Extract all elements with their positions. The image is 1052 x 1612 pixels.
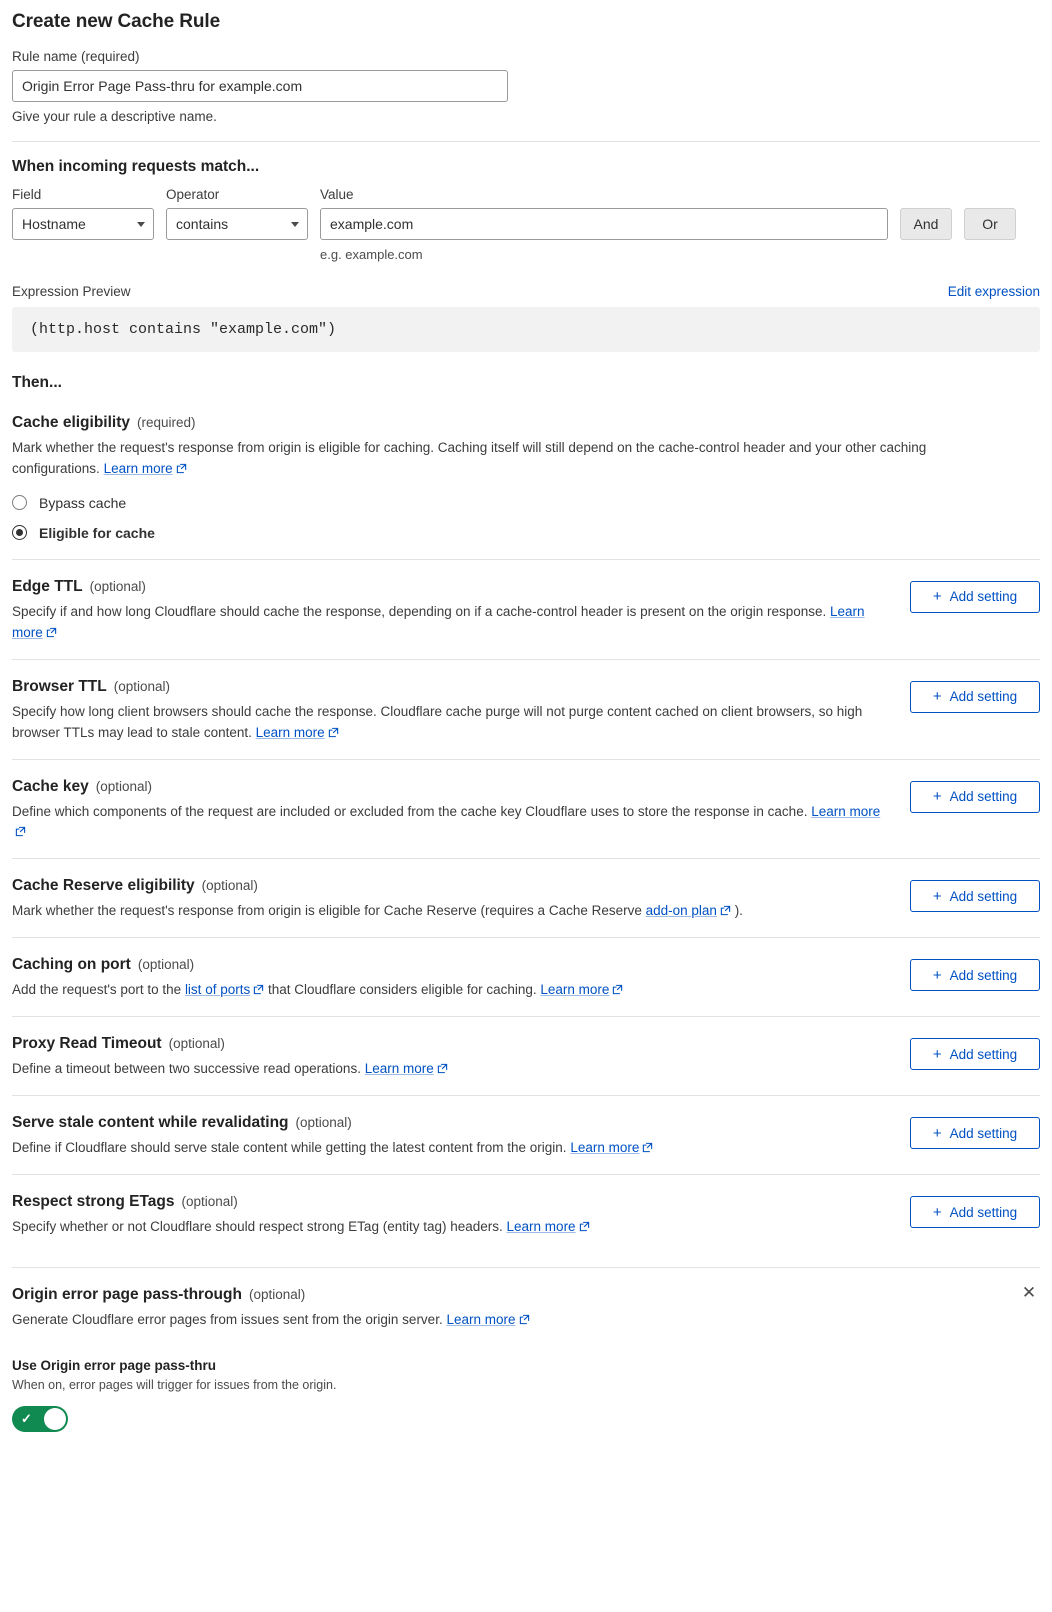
cache-eligibility-section	[12, 414, 1040, 541]
setting-optional-tag: (optional)	[295, 1115, 352, 1131]
expression-header	[12, 284, 1040, 299]
plus-icon: +	[932, 688, 942, 706]
plus-icon: +	[932, 1045, 942, 1063]
external-link-icon	[253, 981, 264, 1002]
setting-title: Proxy Read Timeout	[12, 1035, 162, 1053]
plus-icon: +	[932, 588, 942, 606]
plus-icon: +	[932, 1124, 942, 1142]
field-select[interactable]	[12, 208, 154, 240]
add-setting-button-edge-ttl[interactable]	[910, 581, 1040, 613]
origin-error-optional-tag: (optional)	[248, 1286, 306, 1302]
origin-error-toggle-help: When on, error pages will trigger for issues from the origin.	[12, 1377, 337, 1392]
setting-description-suffix: ).	[730, 903, 743, 919]
setting-browser-ttl	[12, 678, 890, 745]
setting-optional-tag: (optional)	[113, 678, 171, 694]
setting-title: Caching on port	[12, 956, 131, 974]
learn-more-link[interactable]: Learn more	[506, 1219, 576, 1235]
setting-description-text: Mark whether the request's response from origin is eligible for Cache Reserve (requires a Cache Reserve	[12, 903, 646, 919]
setting-optional-tag: (optional)	[137, 957, 195, 973]
setting-row	[12, 659, 1040, 759]
external-link-icon	[15, 823, 26, 844]
cache-eligibility-required-tag: (required)	[137, 415, 196, 430]
add-setting-button-browser-ttl[interactable]	[910, 681, 1040, 713]
cache-eligibility-title: Cache eligibility	[12, 414, 131, 431]
then-heading: Then...	[12, 374, 62, 391]
radio-eligible-for-cache-label: Eligible for cache	[39, 524, 155, 541]
setting-description-text: Define if Cloudflare should serve stale content while getting the latest content from the origin.	[12, 1140, 571, 1156]
setting-row	[12, 858, 1040, 937]
setting-cache-key	[12, 778, 890, 845]
toggle-knob	[44, 1408, 66, 1430]
learn-more-link[interactable]: Learn more	[255, 724, 325, 740]
setting-description-text: Specify if and how long Cloudflare should cache the response, depending on if a cache-control header is present on the origin response.	[12, 603, 831, 619]
page-title: Create new Cache Rule	[12, 11, 221, 32]
plus-icon: +	[932, 887, 942, 905]
add-setting-button-caching-on-port[interactable]	[910, 959, 1040, 991]
origin-error-description	[12, 1310, 1002, 1332]
learn-more-link[interactable]: Learn more	[103, 460, 173, 476]
add-setting-label: Add setting	[949, 689, 1018, 705]
setting-title-row	[12, 1035, 890, 1053]
setting-description	[12, 980, 890, 1002]
setting-row	[12, 1095, 1040, 1174]
radio-icon-checked	[12, 525, 27, 540]
setting-description-text: Define a timeout between two successive read operations.	[12, 1061, 365, 1077]
plus-icon: +	[932, 966, 942, 984]
add-setting-label: Add setting	[949, 589, 1018, 605]
setting-description-text: Add the request's port to the	[12, 982, 185, 998]
add-on-plan-link[interactable]: add-on plan	[645, 903, 717, 919]
setting-description-text: Specify how long client browsers should cache the response. Cloudflare cache purge will not purge content cached on client browsers, so high browser TTLs may lead to stale content.	[12, 703, 863, 740]
radio-bypass-cache[interactable]	[12, 495, 1040, 511]
setting-title-row	[12, 778, 890, 796]
setting-optional-tag: (optional)	[181, 1194, 238, 1210]
radio-eligible-for-cache[interactable]	[12, 525, 1040, 541]
setting-title-row	[12, 877, 890, 895]
value-column	[320, 187, 888, 262]
add-setting-button-respect-etags[interactable]	[910, 1196, 1040, 1228]
external-link-icon	[328, 724, 339, 745]
and-button-wrap	[900, 187, 952, 240]
setting-edge-ttl	[12, 578, 890, 645]
setting-title-row	[12, 1193, 890, 1211]
external-link-icon	[519, 1311, 530, 1332]
origin-error-toggle-label: Use Origin error page pass-thru	[12, 1357, 217, 1373]
spacer-label	[964, 187, 1016, 202]
setting-description	[12, 802, 890, 845]
operator-select-value: contains	[176, 216, 229, 232]
learn-more-link[interactable]: Learn more	[570, 1140, 640, 1156]
setting-description	[12, 602, 890, 645]
operator-label: Operator	[166, 187, 220, 202]
cache-eligibility-description-text: Mark whether the request's response from origin is eligible for caching. Caching itself will still depend on the cache-control header and your other caching configurations.	[12, 440, 927, 476]
add-setting-button-proxy-read-timeout[interactable]	[910, 1038, 1040, 1070]
radio-icon-unchecked	[12, 495, 27, 510]
setting-description	[12, 901, 890, 923]
or-button-wrap	[964, 187, 1016, 240]
setting-optional-tag: (optional)	[89, 578, 146, 594]
setting-title: Serve stale content while revalidating	[12, 1114, 289, 1132]
setting-serve-stale-content	[12, 1114, 890, 1160]
plus-icon: +	[932, 788, 942, 806]
setting-description	[12, 702, 890, 745]
plus-icon: +	[932, 1203, 942, 1221]
setting-row	[12, 1174, 1040, 1253]
spacer-label	[900, 187, 952, 202]
setting-description	[12, 1217, 890, 1239]
setting-optional-tag: (optional)	[168, 1036, 225, 1052]
external-link-icon	[612, 981, 623, 1002]
setting-title: Cache key	[12, 777, 89, 795]
add-setting-label: Add setting	[949, 967, 1018, 983]
divider	[12, 141, 1040, 142]
and-button[interactable]: And	[900, 208, 952, 240]
rule-name-input[interactable]	[12, 70, 508, 102]
operator-column	[166, 187, 308, 240]
origin-error-page-pass-through-section	[12, 1267, 1040, 1432]
setting-title-row	[12, 1114, 890, 1132]
spacer	[12, 541, 1040, 559]
rule-name-help: Give your rule a descriptive name.	[12, 109, 217, 124]
setting-description	[12, 1138, 890, 1160]
match-section-heading: When incoming requests match...	[12, 158, 260, 175]
add-setting-button-cache-reserve[interactable]	[910, 880, 1040, 912]
add-setting-label: Add setting	[949, 1204, 1018, 1220]
value-hint: e.g. example.com	[320, 247, 423, 262]
rule-name-label: Rule name (required)	[12, 49, 140, 64]
value-input[interactable]	[320, 208, 888, 240]
origin-error-title: Origin error page pass-through	[12, 1285, 242, 1303]
learn-more-link[interactable]: Learn more	[364, 1061, 434, 1077]
close-icon[interactable]: ✕	[1021, 1283, 1037, 1303]
field-label: Field	[12, 187, 42, 202]
setting-title: Respect strong ETags	[12, 1193, 175, 1211]
setting-description-text: Define which components of the request are included or excluded from the cache key Cloudflare uses to store the response in cache.	[12, 803, 812, 819]
value-label: Value	[320, 187, 354, 202]
expression-preview: (http.host contains "example.com")	[12, 307, 1040, 352]
setting-title-row	[12, 956, 890, 974]
external-link-icon	[176, 460, 187, 481]
external-link-icon	[642, 1139, 653, 1160]
learn-more-link[interactable]: Learn more	[540, 982, 610, 998]
chevron-down-icon	[291, 222, 299, 227]
radio-bypass-cache-label: Bypass cache	[39, 494, 127, 511]
check-icon: ✓	[21, 1410, 32, 1426]
field-select-value: Hostname	[22, 216, 86, 232]
setting-cache-reserve-eligibility	[12, 877, 890, 923]
setting-row	[12, 759, 1040, 859]
list-of-ports-link[interactable]: list of ports	[184, 982, 251, 998]
cache-eligibility-description	[12, 438, 1002, 481]
learn-more-link[interactable]: Learn more	[811, 803, 881, 819]
setting-title: Edge TTL	[12, 577, 83, 595]
setting-row	[12, 559, 1040, 659]
add-setting-button-cache-key[interactable]	[910, 781, 1040, 813]
setting-row	[12, 937, 1040, 1016]
field-column	[12, 187, 154, 240]
cache-eligibility-title-row	[12, 414, 1040, 432]
setting-optional-tag: (optional)	[201, 878, 258, 894]
setting-optional-tag: (optional)	[95, 778, 152, 794]
origin-error-description-text: Generate Cloudflare error pages from issues sent from the origin server.	[12, 1311, 447, 1327]
expression-preview-label: Expression Preview	[12, 284, 131, 299]
or-button[interactable]: Or	[964, 208, 1016, 240]
external-link-icon	[46, 624, 57, 645]
external-link-icon	[720, 902, 731, 923]
operator-select[interactable]	[166, 208, 308, 240]
match-row	[12, 187, 1040, 262]
add-setting-label: Add setting	[949, 1125, 1018, 1141]
setting-description	[12, 1059, 890, 1081]
origin-error-title-row	[12, 1286, 1040, 1304]
chevron-down-icon	[137, 222, 145, 227]
origin-error-toggle[interactable]	[12, 1406, 68, 1432]
external-link-icon	[579, 1218, 590, 1239]
setting-caching-on-port	[12, 956, 890, 1002]
setting-row	[12, 1016, 1040, 1095]
learn-more-link[interactable]: Learn more	[12, 603, 865, 640]
setting-title: Browser TTL	[12, 677, 107, 695]
setting-title-row	[12, 578, 890, 596]
add-setting-button-serve-stale[interactable]	[910, 1117, 1040, 1149]
learn-more-link[interactable]: Learn more	[446, 1311, 516, 1327]
setting-title-row	[12, 678, 890, 696]
add-setting-label: Add setting	[949, 789, 1018, 805]
setting-title: Cache Reserve eligibility	[12, 877, 195, 895]
setting-proxy-read-timeout	[12, 1035, 890, 1081]
setting-description-text: Specify whether or not Cloudflare should respect strong ETag (entity tag) headers.	[12, 1219, 507, 1235]
add-setting-label: Add setting	[949, 1046, 1018, 1062]
external-link-icon	[437, 1060, 448, 1081]
setting-respect-strong-etags	[12, 1193, 890, 1239]
setting-description-mid: that Cloudflare considers eligible for caching.	[264, 982, 541, 998]
add-setting-label: Add setting	[949, 888, 1018, 904]
edit-expression-link[interactable]: Edit expression	[947, 284, 1040, 299]
